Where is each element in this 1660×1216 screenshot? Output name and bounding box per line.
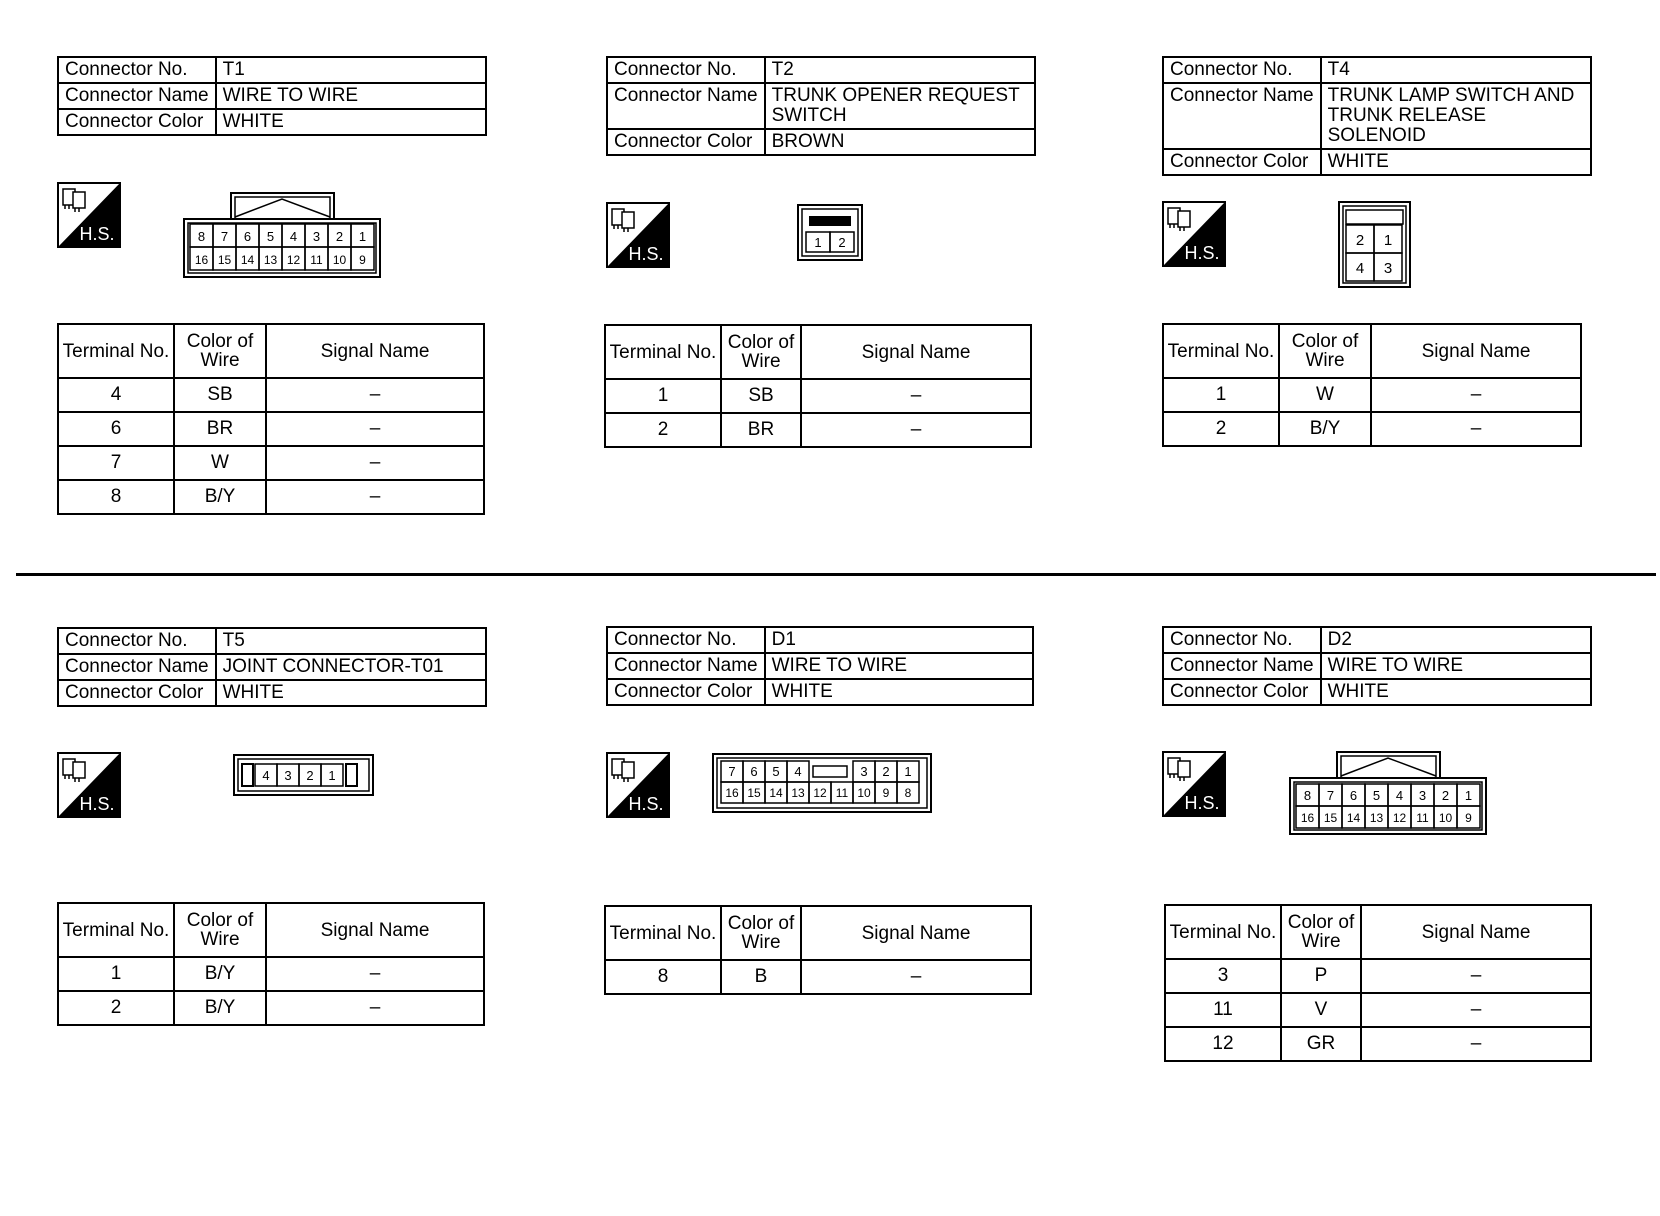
pin-number: 16 bbox=[194, 253, 209, 267]
section-divider bbox=[16, 573, 1656, 576]
pin-number: 5 bbox=[772, 764, 780, 779]
pin-number: 9 bbox=[359, 253, 366, 267]
pin-number: 3 bbox=[312, 229, 321, 244]
pin-number: 7 bbox=[1326, 788, 1335, 803]
connector-face-d2 bbox=[1289, 751, 1487, 835]
connector-no: T1 bbox=[216, 57, 486, 83]
pin-number: 9 bbox=[1465, 811, 1472, 825]
signal-name-header: Signal Name bbox=[1371, 324, 1581, 378]
connector-color: BROWN bbox=[765, 129, 1035, 155]
signal-name-header: Signal Name bbox=[1361, 905, 1591, 959]
terminal-no-header: Terminal No. bbox=[1163, 324, 1279, 378]
pin-number: 12 bbox=[1392, 811, 1407, 825]
color-of-wire-header: Color of Wire bbox=[721, 906, 801, 960]
pin-number: 10 bbox=[857, 786, 871, 800]
table-row: 3 P – bbox=[1165, 959, 1591, 993]
table-row: 8 B – bbox=[605, 960, 1031, 994]
connector-info-table: Connector No. D1 Connector Name WIRE TO WIRE Connector Color WHITE bbox=[606, 626, 1034, 706]
pin-number: 15 bbox=[217, 253, 232, 267]
pin-number: 14 bbox=[240, 253, 255, 267]
pin-number: 1 bbox=[328, 768, 336, 783]
pin-number: 10 bbox=[1438, 811, 1453, 825]
connector-no: T2 bbox=[765, 57, 1035, 83]
terminal-table bbox=[57, 323, 485, 515]
pin-number: 10 bbox=[332, 253, 347, 267]
pin-number: 2 bbox=[335, 229, 344, 244]
connector-name: TRUNK LAMP SWITCH AND TRUNK RELEASE SOLENOID bbox=[1321, 83, 1591, 149]
harness-side-icon bbox=[1162, 751, 1226, 817]
pin-number: 3 bbox=[1383, 260, 1393, 277]
terminal-table-block-t1 bbox=[57, 323, 485, 515]
color-of-wire-header: Color of Wire bbox=[721, 325, 801, 379]
connector-face-t1 bbox=[183, 192, 381, 278]
table-row: 2 BR – bbox=[605, 413, 1031, 447]
connector-color: WHITE bbox=[765, 679, 1033, 705]
pin-number: 3 bbox=[1418, 788, 1427, 803]
terminal-no-header: Terminal No. bbox=[58, 324, 174, 378]
signal-name-header: Signal Name bbox=[801, 325, 1031, 379]
connector-info-table: Connector No. D2 Connector Name WIRE TO WIRE Connector Color WHITE bbox=[1162, 626, 1592, 706]
svg-text:H.S.: H.S. bbox=[79, 794, 115, 814]
terminal-no-header: Terminal No. bbox=[605, 906, 721, 960]
connector-name: WIRE TO WIRE bbox=[1321, 653, 1591, 679]
terminal-table-block-d2 bbox=[1164, 904, 1592, 1062]
pin-number: 12 bbox=[813, 786, 827, 800]
harness-side-icon bbox=[57, 182, 121, 248]
connector-no: D2 bbox=[1321, 627, 1591, 653]
pin-number: 15 bbox=[747, 786, 761, 800]
connector-name: WIRE TO WIRE bbox=[765, 653, 1033, 679]
connector-info-table: Connector No. T5 Connector Name JOINT CONNECTOR-T01 Connector Color WHITE bbox=[57, 627, 487, 707]
pin-number: 6 bbox=[243, 229, 252, 244]
connector-color: WHITE bbox=[216, 109, 486, 135]
pin-number: 4 bbox=[1355, 260, 1365, 277]
svg-text:H.S.: H.S. bbox=[628, 244, 664, 264]
table-row: 7 W – bbox=[58, 446, 484, 480]
color-of-wire-header: Color of Wire bbox=[174, 903, 266, 957]
pin-number: 1 bbox=[814, 235, 822, 250]
pin-number: 9 bbox=[882, 786, 890, 800]
svg-text:H.S.: H.S. bbox=[628, 794, 664, 814]
pin-number: 2 bbox=[306, 768, 314, 783]
table-row: 11 V – bbox=[1165, 993, 1591, 1027]
pin-number: 6 bbox=[1349, 788, 1358, 803]
connector-block-t5 bbox=[57, 627, 487, 707]
harness-side-icon bbox=[606, 202, 670, 268]
color-of-wire-header: Color of Wire bbox=[174, 324, 266, 378]
svg-text:H.S.: H.S. bbox=[1184, 243, 1220, 263]
table-row: 1 B/Y – bbox=[58, 957, 484, 991]
connector-block-d1 bbox=[606, 626, 1034, 706]
signal-name-header: Signal Name bbox=[266, 903, 484, 957]
svg-text:H.S.: H.S. bbox=[79, 224, 115, 244]
terminal-table bbox=[604, 905, 1032, 995]
table-row: 8 B/Y – bbox=[58, 480, 484, 514]
pin-number: 1 bbox=[1464, 788, 1473, 803]
pin-number: 1 bbox=[358, 229, 367, 244]
pin-number: 8 bbox=[197, 229, 206, 244]
pin-number: 11 bbox=[1416, 811, 1429, 825]
signal-name-header: Signal Name bbox=[801, 906, 1031, 960]
table-row: 2 B/Y – bbox=[58, 991, 484, 1025]
connector-face-t2 bbox=[797, 204, 863, 261]
table-row: 2 B/Y – bbox=[1163, 412, 1581, 446]
pin-number: 6 bbox=[750, 764, 758, 779]
connector-block-t1 bbox=[57, 56, 487, 136]
connector-color: WHITE bbox=[216, 680, 486, 706]
pin-number: 11 bbox=[835, 786, 849, 800]
terminal-table-block-t2 bbox=[604, 324, 1032, 448]
connector-block-d2 bbox=[1162, 626, 1592, 706]
pin-number: 5 bbox=[1372, 788, 1381, 803]
terminal-no-header: Terminal No. bbox=[605, 325, 721, 379]
pin-number: 13 bbox=[263, 253, 278, 267]
terminal-table-block-t4 bbox=[1162, 323, 1582, 447]
pin-number: 4 bbox=[1395, 788, 1404, 803]
connector-face-t5 bbox=[233, 754, 374, 796]
pin-number: 2 bbox=[882, 764, 890, 779]
pin-number: 16 bbox=[1300, 811, 1315, 825]
pin-number: 4 bbox=[262, 768, 270, 783]
table-row: 1 SB – bbox=[605, 379, 1031, 413]
harness-side-icon bbox=[606, 752, 670, 818]
svg-text:H.S.: H.S. bbox=[1184, 793, 1220, 813]
pin-number: 16 bbox=[725, 786, 739, 800]
connector-name: JOINT CONNECTOR-T01 bbox=[216, 654, 486, 680]
pin-row-bottom bbox=[721, 782, 919, 803]
connector-block-t4 bbox=[1162, 56, 1592, 176]
table-row: 1 W – bbox=[1163, 378, 1581, 412]
pin-number: 8 bbox=[1303, 788, 1312, 803]
pin-number: 7 bbox=[728, 764, 736, 779]
harness-side-icon bbox=[57, 752, 121, 818]
pin-number: 7 bbox=[220, 229, 229, 244]
connector-info-table: Connector No. T1 Connector Name WIRE TO WIRE Connector Color WHITE bbox=[57, 56, 487, 136]
connector-face-d1 bbox=[712, 753, 932, 813]
terminal-table bbox=[1162, 323, 1582, 447]
terminal-table bbox=[604, 324, 1032, 448]
terminal-table bbox=[57, 902, 485, 1026]
connector-face-t4 bbox=[1338, 201, 1411, 288]
color-of-wire-header: Color of Wire bbox=[1281, 905, 1361, 959]
pin-number: 1 bbox=[904, 764, 912, 779]
pin-number: 4 bbox=[794, 764, 802, 779]
pin-number: 15 bbox=[1323, 811, 1338, 825]
pin-number: 2 bbox=[1355, 232, 1365, 249]
pin-number: 3 bbox=[284, 768, 292, 783]
connector-info-table: Connector No. T2 Connector Name TRUNK OPENER REQUEST SWITCH Connector Color BROWN bbox=[606, 56, 1036, 156]
pin-number: 1 bbox=[1383, 232, 1393, 249]
table-row: 4 SB – bbox=[58, 378, 484, 412]
connector-info-table: Connector No. T4 Connector Name TRUNK LAMP SWITCH AND TRUNK RELEASE SOLENOID Connector Color WHITE bbox=[1162, 56, 1592, 176]
pin-number: 2 bbox=[1441, 788, 1450, 803]
pin-number: 2 bbox=[838, 235, 846, 250]
harness-side-icon bbox=[1162, 201, 1226, 267]
pin-number: 14 bbox=[769, 786, 783, 800]
pin-number: 4 bbox=[289, 229, 298, 244]
connector-name: TRUNK OPENER REQUEST SWITCH bbox=[765, 83, 1035, 129]
table-row: 6 BR – bbox=[58, 412, 484, 446]
pin-number: 5 bbox=[266, 229, 275, 244]
pin-number: 11 bbox=[310, 253, 323, 267]
pin-number: 8 bbox=[904, 786, 912, 800]
terminal-table bbox=[1164, 904, 1592, 1062]
table-row: 12 GR – bbox=[1165, 1027, 1591, 1061]
pin-number: 3 bbox=[860, 764, 868, 779]
connector-color: WHITE bbox=[1321, 679, 1591, 705]
terminal-no-header: Terminal No. bbox=[1165, 905, 1281, 959]
terminal-table-block-t5 bbox=[57, 902, 485, 1026]
terminal-table-block-d1 bbox=[604, 905, 1032, 995]
connector-no: T5 bbox=[216, 628, 486, 654]
connector-color: WHITE bbox=[1321, 149, 1591, 175]
connector-no: D1 bbox=[765, 627, 1033, 653]
pin-number: 14 bbox=[1346, 811, 1361, 825]
signal-name-header: Signal Name bbox=[266, 324, 484, 378]
terminal-no-header: Terminal No. bbox=[58, 903, 174, 957]
connector-block-t2 bbox=[606, 56, 1036, 156]
pin-number: 12 bbox=[286, 253, 301, 267]
pin-number: 13 bbox=[791, 786, 805, 800]
pin-number: 13 bbox=[1369, 811, 1384, 825]
color-of-wire-header: Color of Wire bbox=[1279, 324, 1371, 378]
connector-no: T4 bbox=[1321, 57, 1591, 83]
connector-name: WIRE TO WIRE bbox=[216, 83, 486, 109]
